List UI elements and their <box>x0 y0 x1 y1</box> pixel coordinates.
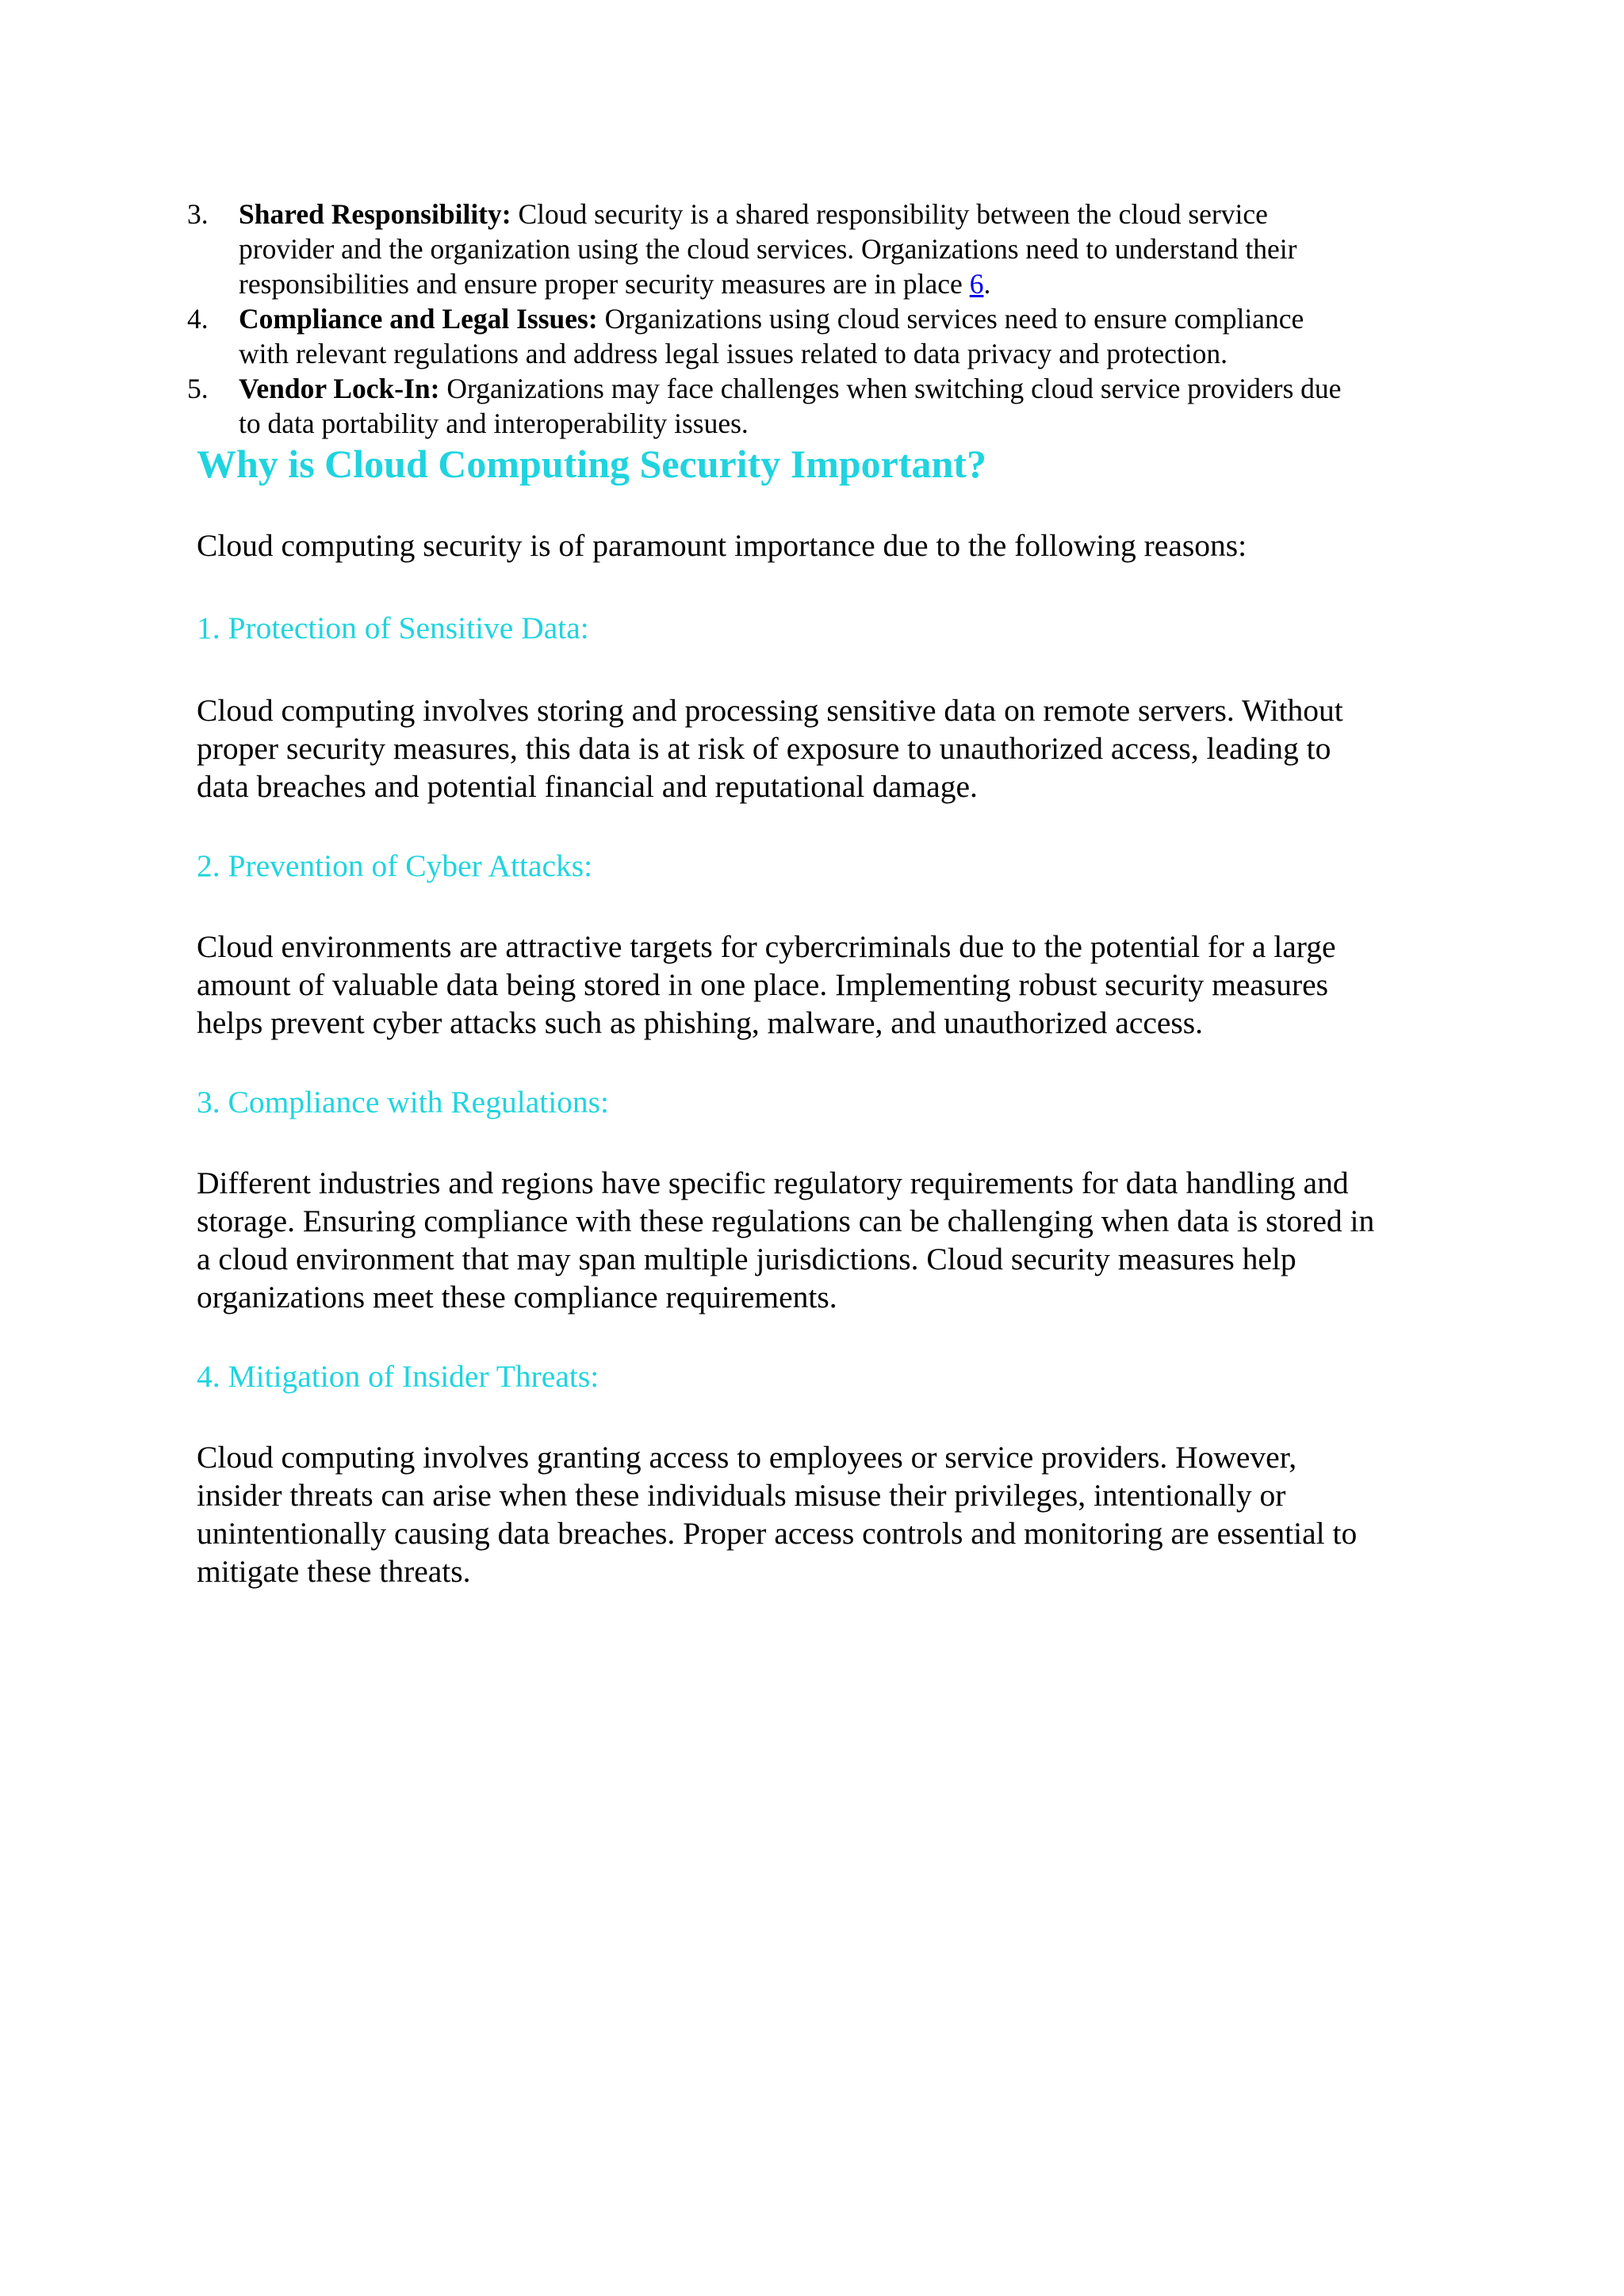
reason-heading-cyber-attacks: 2. Prevention of Cyber Attacks: <box>197 848 593 883</box>
list-number: 4. <box>187 303 209 335</box>
list-item-title: Compliance and Legal Issues: <box>239 303 598 335</box>
paragraph-line: a cloud environment that may span multiple jurisdictions. Cloud security measures help <box>197 1242 1297 1276</box>
paragraph-line: amount of valuable data being stored in one place. Implementing robust security measures <box>197 967 1329 1002</box>
risk-list <box>187 197 1440 441</box>
list-item-title: Shared Responsibility: <box>239 198 511 230</box>
intro-paragraph: Cloud computing security is of paramount importance due to the following reasons: <box>197 528 1247 563</box>
paragraph-line: proper security measures, this data is at risk of exposure to unauthorized access, leading to <box>197 731 1331 766</box>
reason-paragraph-compliance <box>197 1164 1481 1316</box>
list-item-text: Cloud security is a shared responsibility between the cloud service <box>511 198 1268 230</box>
reference-link[interactable]: 6 <box>969 268 984 300</box>
section-heading: Why is Cloud Computing Security Important? <box>197 442 986 486</box>
paragraph-line: mitigate these threats. <box>197 1554 471 1589</box>
list-item-text: to data portability and interoperability issues. <box>239 408 749 439</box>
paragraph-line: unintentionally causing data breaches. Proper access controls and monitoring are essential to <box>197 1516 1358 1551</box>
list-item-text: Organizations using cloud services need to ensure compliance <box>597 303 1304 335</box>
paragraph-line: data breaches and potential financial and reputational damage. <box>197 769 978 804</box>
reason-heading-compliance: 3. Compliance with Regulations: <box>197 1085 610 1119</box>
paragraph-line: Cloud computing involves storing and processing sensitive data on remote servers. Without <box>197 693 1343 728</box>
paragraph-line: helps prevent cyber attacks such as phishing, malware, and unauthorized access. <box>197 1005 1204 1040</box>
paragraph-line: storage. Ensuring compliance with these regulations can be challenging when data is stored in <box>197 1203 1375 1238</box>
list-number: 3. <box>187 198 209 230</box>
reason-heading-insider-threats: 4. Mitigation of Insider Threats: <box>197 1359 599 1394</box>
list-item-text: with relevant regulations and address legal issues related to data privacy and protection. <box>239 338 1228 369</box>
list-item-compliance-legal <box>187 301 1440 371</box>
paragraph-line: organizations meet these compliance requirements. <box>197 1280 837 1314</box>
reason-paragraph-cyber-attacks <box>197 928 1481 1042</box>
list-item-vendor-lock-in <box>187 371 1440 441</box>
paragraph-line: Cloud environments are attractive targets for cybercriminals due to the potential for a large <box>197 929 1336 964</box>
list-item-text: Organizations may face challenges when switching cloud service providers due <box>439 373 1342 404</box>
paragraph-line: Cloud computing involves granting access to employees or service providers. However, <box>197 1440 1297 1475</box>
reason-paragraph-protection <box>197 691 1481 806</box>
list-item-shared-responsibility <box>187 197 1440 301</box>
reason-paragraph-insider-threats <box>197 1438 1481 1590</box>
list-item-text: responsibilities and ensure proper security measures are in place <box>239 268 970 300</box>
list-number: 5. <box>187 373 209 404</box>
paragraph-line: insider threats can arise when these individuals misuse their privileges, intentionally or <box>197 1478 1286 1513</box>
paragraph-line: Different industries and regions have specific regulatory requirements for data handling and <box>197 1165 1349 1200</box>
list-item-text: provider and the organization using the cloud services. Organizations need to understand their <box>239 233 1297 265</box>
list-item-title: Vendor Lock-In: <box>239 373 440 404</box>
list-item-text: . <box>983 268 991 300</box>
reason-heading-protection: 1. Protection of Sensitive Data: <box>197 610 589 645</box>
